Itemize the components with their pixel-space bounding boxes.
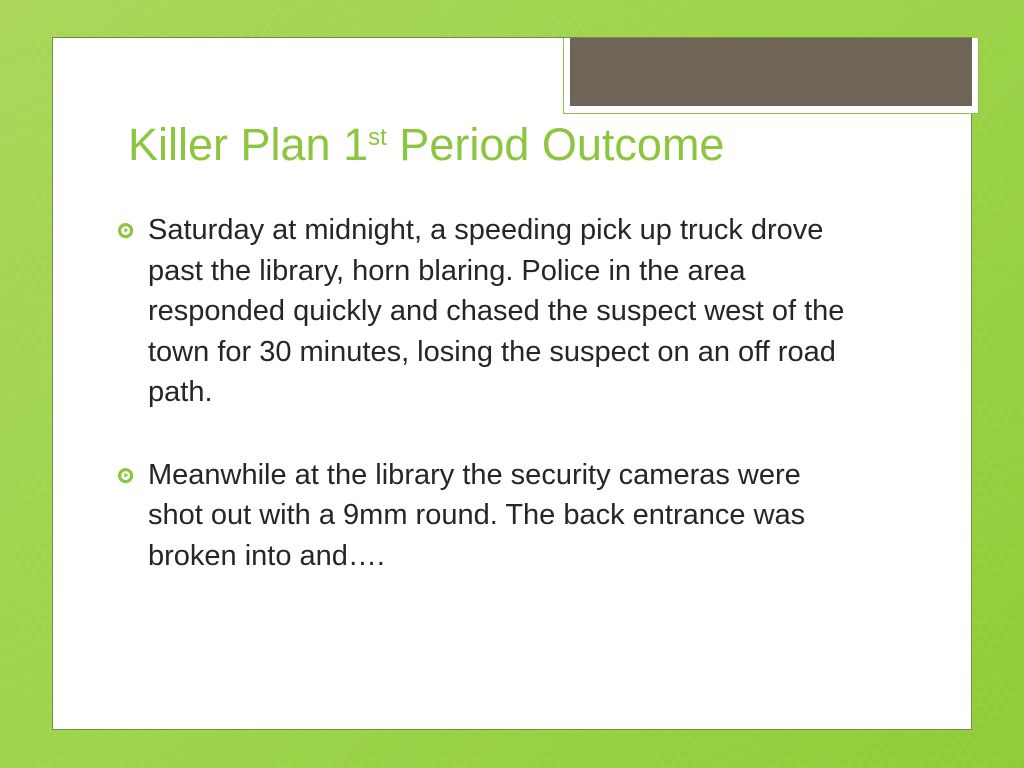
bullet-item: [118, 210, 858, 413]
bullet-item: [118, 455, 858, 577]
circle-play-bullet-icon: [118, 223, 133, 238]
title-text-rest: Period Outcome: [386, 119, 725, 170]
bullet-text: Saturday at midnight, a speeding pick up truck drove past the library, horn blaring. Police in the area responded quickly and chased the suspect west of the town for 30 minutes, losing the suspect on an off road path.: [148, 214, 845, 408]
header-accent-fill: [570, 38, 972, 106]
slide-title: [128, 118, 724, 172]
circle-play-bullet-icon: [118, 468, 133, 483]
title-superscript: st: [368, 124, 387, 151]
header-accent-box: [563, 38, 979, 114]
title-text: Killer Plan 1: [128, 119, 369, 170]
bullet-text: Meanwhile at the library the security cameras were shot out with a 9mm round. The back entrance was broken into and….: [148, 458, 806, 572]
bullet-list: [118, 210, 858, 576]
